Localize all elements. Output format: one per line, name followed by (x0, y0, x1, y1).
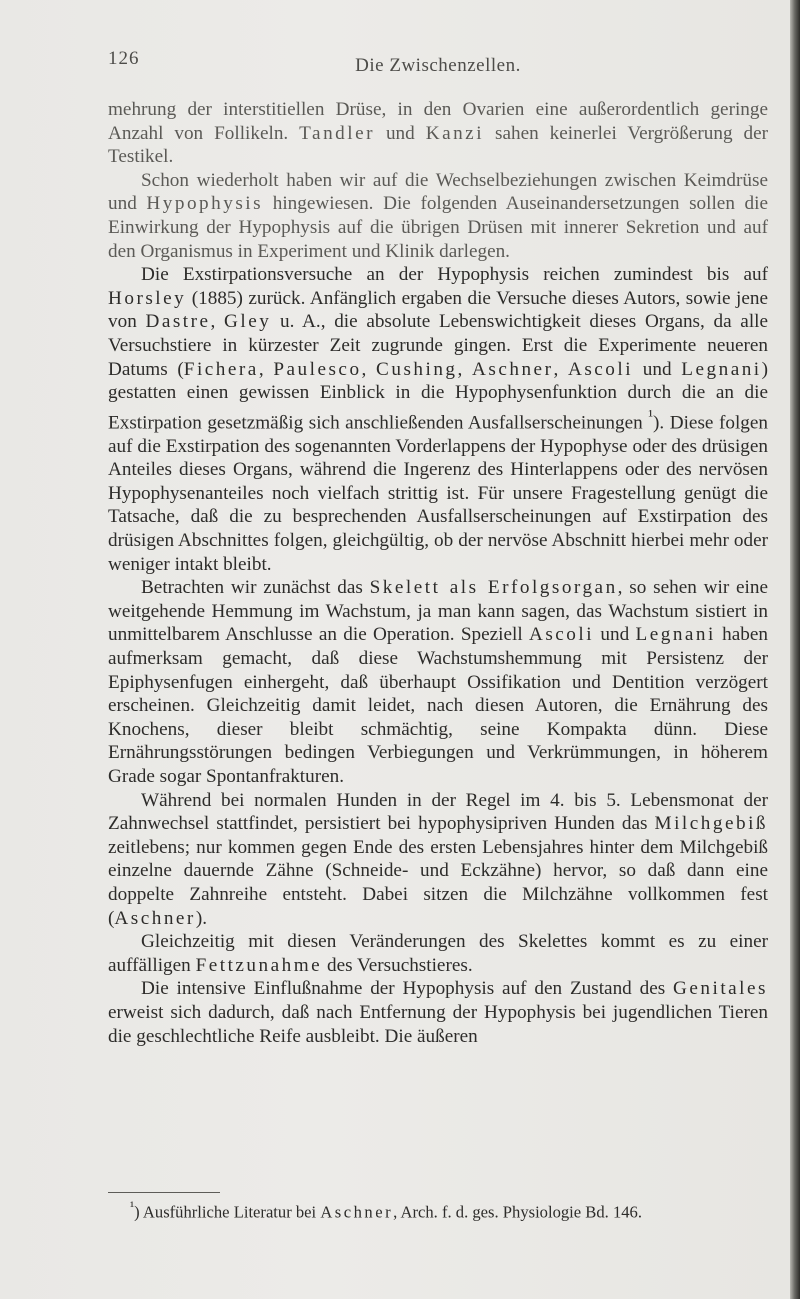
emphasized-name: Dastre (145, 311, 211, 333)
text-run: Gleichzeitig mit diesen Veränderungen des Skelettes kommt es zu einer auffälligen (108, 931, 768, 976)
emphasized-name: Gley (224, 311, 272, 333)
emphasized-name: Cushing (376, 358, 458, 380)
text-run: , Arch. f. d. ges. Physiologie Bd. 146. (393, 1202, 643, 1222)
text-run: und (633, 358, 682, 380)
text-run: hingewiesen. Die folgenden Auseinandersetzungen sollen die Einwirkung der Hypophysis auf die übrigen Drüsen mit innerer Sekretion und auf den Organismus in Experiment und Klinik darlegen. (108, 193, 768, 262)
text-run: erweist sich dadurch, daß nach Entfernung der Hypophysis bei jugendlichen Tieren die geschlechtliche Reife ausbleibt. Die äußeren (108, 1001, 768, 1047)
emphasized-name: Ascoli (567, 358, 634, 380)
text-run: Während bei normalen Hunden in der Regel im 4. bis 5. Lebensmonat der Zahnwechsel stattfindet, persistiert bei hypophysipriven Hunden das (108, 789, 768, 835)
paragraph (108, 263, 768, 576)
emphasized-name: Kanzi (425, 122, 485, 144)
text-run: ) Ausführliche Literatur bei (134, 1202, 321, 1222)
emphasized-name: Fichera (183, 358, 259, 380)
emphasized-name: Fettzunahme (195, 954, 323, 976)
text-run: , (258, 358, 274, 380)
emphasized-name: Horsley (108, 287, 187, 309)
text-run: Betrachten wir zunächst das (141, 577, 370, 599)
page-edge (790, 0, 800, 1299)
paragraph (108, 977, 768, 1048)
emphasized-name: Hypophysis (146, 193, 264, 215)
emphasized-name: Aschner (320, 1202, 394, 1222)
running-head: Die Zwischenzellen. (355, 55, 521, 76)
text-run: , so sehen wir eine weitgehende Hemmung im Wachstum, ja man kann sagen, das Wachstum sistiert in unmittelbarem Anschlusse an die Operation. Speziell (108, 577, 768, 646)
text-run: ) gestatten einen gewissen Einblick in die Hypophysenfunktion durch die an die Exstirpation gesetzmäßig sich anschließenden Ausfallserscheinungen (108, 358, 769, 434)
emphasized-name: Paulesco (273, 358, 362, 380)
emphasized-name: Tandler (299, 122, 375, 144)
emphasized-name: Milchgebiß (654, 813, 768, 835)
text-run: Die intensive Einflußnahme der Hypophysis auf den Zustand des (141, 978, 674, 1000)
paragraph (108, 98, 768, 169)
footnote-reference: ¹ (648, 407, 654, 425)
paragraph (108, 169, 768, 263)
page-number: 126 (108, 48, 140, 69)
emphasized-name: Aschner (114, 907, 196, 929)
text-run: sahen keinerlei Vergrößerung der Testikel. (108, 122, 769, 168)
page-header (108, 48, 768, 78)
footnote-rule (108, 1192, 220, 1193)
emphasized-name: Ascoli (528, 624, 595, 646)
paragraph (108, 576, 768, 788)
paragraph (108, 930, 768, 977)
text-run: , (210, 311, 225, 333)
text-run: ). (195, 907, 208, 929)
emphasized-name: Genitales (673, 978, 768, 1000)
footnote-text (134, 1203, 642, 1222)
emphasized-name: Skelett als Erfolgsorgan (369, 577, 618, 599)
footnote (130, 1196, 770, 1223)
text-run: zeitlebens; nur kommen gegen Ende des ersten Lebensjahres hinter dem Milchgebiß einzelne dauernde Zähne (Schneide- und Eckzähne) hervor, so daß dann eine doppelte Zahnreihe entsteht. Dabei sitzen die Milchzähne vollkommen fest ( (108, 836, 768, 929)
text-run: und (375, 122, 426, 144)
emphasized-name: Legnani (635, 624, 716, 646)
text-run: , (553, 358, 568, 380)
text-run: Die Exstirpationsversuche an der Hypophysis reichen zumindest bis auf (141, 264, 768, 286)
text-run: und (594, 624, 636, 646)
text-run: mehrung der interstitiellen Drüse, in den Ovarien eine außerordentlich geringe Anzahl von Follikeln. (108, 99, 768, 144)
text-run: , (361, 358, 377, 380)
footnote-marker: ¹ (130, 1199, 135, 1214)
emphasized-name: Aschner (472, 358, 554, 380)
text-run: , (457, 358, 473, 380)
emphasized-name: Legnani (681, 358, 762, 380)
text-run: (1885) zurück. Anfänglich ergaben die Versuche dieses Autors, sowie jene von (108, 287, 768, 333)
text-run: des Versuchstieres. (322, 954, 473, 976)
text-run: Schon wiederholt haben wir auf die Wechselbeziehungen zwischen Keimdrüse und (108, 169, 768, 215)
body-text (108, 98, 768, 1048)
text-run: u. A., die absolute Lebenswichtigkeit dieses Organs, da alle Versuchstiere in kürzester Zeit zugrunde gingen. Erst die Experimente neueren Datums ( (108, 311, 768, 380)
text-run: ). Diese folgen auf die Exstirpation des sogenannten Vorderlappens der Hypophyse oder des drüsigen Anteiles dieses Organs, während die Ingerenz des Hinterlappens oder des nervösen Hypophysenanteiles noch vielfach strittig ist. Für unsere Fragestellung genügt die Tatsache, daß die zu besprechenden Ausfallserscheinungen auf Exstirpation des drüsigen Abschnittes folgen, gleichgültig, ob der nervöse Abschnitt hierbei mehr oder weniger intakt bleibt. (108, 412, 768, 575)
paragraph (108, 789, 768, 931)
text-run: haben aufmerksam gemacht, daß diese Wachstumshemmung mit Persistenz der Epiphysenfugen einhergeht, daß überhaupt Ossifikation und Dentition verzögert erscheinen. Gleichzeitig damit leidet, nach diesen Autoren, die Ernährung des Knochens, dieser bleibt schmächtig, seine Kompakta dünn. Diese Ernährungsstörungen bedingen Verbiegungen und Verkrümmungen, in höherem Grade sogar Spontanfrakturen. (108, 624, 768, 788)
